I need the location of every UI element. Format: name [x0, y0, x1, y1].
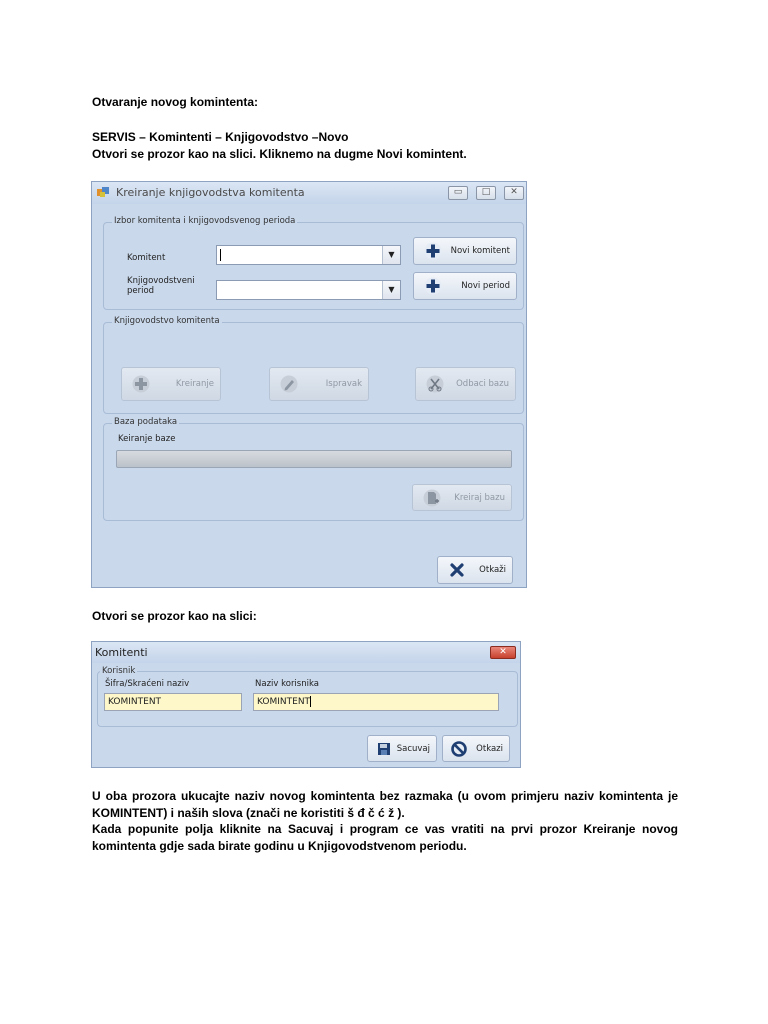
close-icon [448, 561, 466, 579]
otkazi-label-2: Otkazi [476, 743, 503, 754]
paragraph-1: U oba prozora ukucajte naziv novog komintenta bez razmaka (u ovom primjeru naziv komintenta je KOMINTENT) i naših slova (znači ne koristiti š đ č ć ž ). [92, 789, 678, 820]
chevron-down-icon[interactable]: ▼ [382, 281, 400, 299]
naziv-field[interactable] [253, 693, 499, 711]
sacuvaj-button[interactable] [367, 735, 437, 762]
kreiranje-button[interactable] [121, 367, 221, 401]
group-korisnik [97, 666, 518, 727]
scissors-icon [426, 375, 444, 393]
novi-period-label: Novi period [461, 281, 510, 291]
group-baza [103, 417, 524, 521]
kreiraj-bazu-button[interactable] [412, 484, 512, 511]
menu-path: SERVIS – Komintenti – Knjigovodstvo –Novo [92, 130, 349, 144]
instruction-1: Otvori se prozor kao na slici. Kliknemo na dugme Novi komintent. [92, 147, 467, 161]
maximize-button[interactable]: □ [476, 186, 496, 200]
close-button[interactable]: ✕ [490, 646, 516, 659]
kreiraj-bazu-label: Kreiraj bazu [454, 492, 505, 503]
baza-progress-bar [116, 450, 512, 468]
period-combo[interactable] [216, 280, 401, 300]
group-knjigovodstvo [103, 316, 524, 414]
naziv-label: Naziv korisnika [255, 679, 319, 689]
pencil-icon [280, 375, 298, 393]
novi-komitent-button[interactable] [413, 237, 517, 265]
novi-period-button[interactable] [413, 272, 517, 300]
paragraph-2: Kada popunite polja kliknite na Sacuvaj i program ce vas vratiti na prvi prozor Kreiranje novog komintenta gdje sada birate godinu u Knjigovodstvenom periodu. [92, 822, 678, 853]
group-izbor [103, 216, 524, 310]
kreiranje-label: Kreiranje [175, 379, 214, 389]
komitent-combo[interactable] [216, 245, 401, 265]
otkazi-button[interactable] [437, 556, 513, 584]
otkazi-button-2[interactable] [442, 735, 510, 762]
ispravak-label: Ispravak [325, 379, 362, 389]
plus-icon [424, 277, 442, 295]
close-button[interactable]: ✕ [504, 186, 524, 200]
window-titlebar [92, 182, 526, 204]
ispravak-button[interactable] [269, 367, 369, 401]
group-knjigovodstvo-label: Knjigovodstvo komitenta [114, 316, 220, 326]
instruction-2: Otvori se prozor kao na slici: [92, 609, 257, 623]
sifra-label: Šifra/Skraćeni naziv [105, 679, 190, 689]
window-title: Kreiranje knjigovodstva komitenta [116, 186, 305, 199]
naziv-value: KOMINTENT [257, 697, 311, 707]
plus-icon [424, 242, 442, 260]
odbaci-bazu-button[interactable] [415, 367, 516, 401]
group-korisnik-label: Korisnik [102, 666, 136, 676]
novi-komitent-label: Novi komitent [450, 246, 510, 256]
plus-icon [132, 375, 150, 393]
minimize-button[interactable]: ▭ [448, 186, 468, 200]
period-label: Knjigovodstveni period [127, 276, 195, 296]
window-titlebar [92, 642, 520, 663]
odbaci-bazu-label: Odbaci bazu [456, 379, 509, 389]
otkazi-label: Otkaži [479, 565, 506, 575]
sacuvaj-label: Sacuvaj [396, 743, 430, 754]
chevron-down-icon[interactable]: ▼ [382, 246, 400, 264]
window-title: Komitenti [95, 646, 148, 659]
document-add-icon [423, 489, 441, 507]
group-baza-label: Baza podataka [114, 417, 178, 427]
app-icon [97, 187, 109, 198]
komitent-label: Komitent [127, 253, 166, 263]
komitenti-window [91, 641, 521, 768]
kreiranje-baze-status: Keiranje baze [118, 434, 176, 444]
save-icon [375, 740, 393, 758]
kreiranje-window [91, 181, 527, 588]
doc-heading: Otvaranje novog komintenta: [92, 95, 259, 109]
sifra-field[interactable]: KOMINTENT [104, 693, 242, 711]
group-izbor-label: Izbor komitenta i knjigovodsvenog perioda [114, 216, 296, 226]
cancel-icon [450, 740, 468, 758]
